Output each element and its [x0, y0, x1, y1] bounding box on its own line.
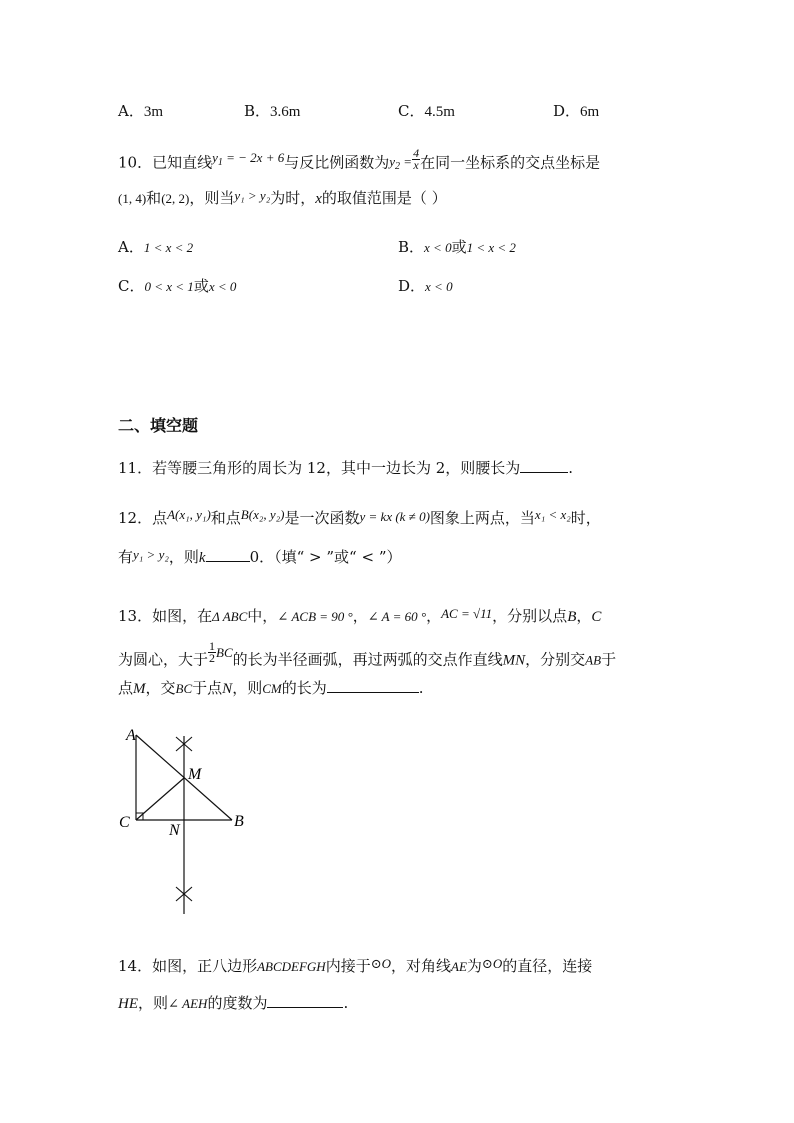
label-c: C: [119, 814, 130, 831]
q13-line2: 为圆心，大于 $\frac{1}{2}$ BC的长为半径画弧，再过两弧的交点作直线MN，分别交AB于: [118, 639, 617, 669]
q13-line3: 点M，交BC于点N，则CM的长为 .: [118, 679, 424, 697]
q10-fraction: $\frac{4}{x}$: [413, 146, 420, 172]
q11-line: 11．若等腰三角形的周长为 12，其中一边长为 2，则腰长为 .: [118, 459, 574, 477]
q10-line1: 10．已知直线$y_1$ = − 2x + 6与反比例函数为$y_2$ = $\frac{4}{x}$ 在同一坐标系的交点坐标是: [118, 146, 601, 172]
q10-line2: (1, 4)和(2, 2)，则当y₁ > y₂为时，x的取值范围是（ ）: [118, 188, 447, 207]
segment-cm: [136, 778, 184, 820]
q12-answer-blank[interactable]: [206, 547, 250, 562]
q9-option-a: A．3m: [118, 102, 164, 120]
q11-answer-blank[interactable]: [520, 458, 568, 473]
section-title: 二、填空题: [118, 416, 199, 435]
label-a: A: [126, 727, 136, 744]
q10-option-d: D．x < 0: [398, 277, 453, 295]
q13-answer-blank[interactable]: [327, 678, 419, 693]
q10-option-b: B．x < 0或1 < x < 2: [398, 238, 516, 256]
q9-option-d: D．6m: [553, 102, 600, 120]
q14-line1: 14．如图，正八边形ABCDEFGH内接于⊙O，对角线AE为⊙O的直径，连接: [118, 956, 593, 975]
q12-line1: 12．点A(x₁, y₁)和点B(x₂, y₂)是一次函数y = kx (k ≠ 0)图象上两点，当x₁ < x₂时，: [118, 507, 601, 527]
label-n: N: [169, 822, 180, 839]
label-b: B: [234, 813, 244, 830]
q13-line1: 13．如图，在Δ ABC中，∠ ACB = 90 °，∠ A = 60 °，AC = √11，分别以点B，C: [118, 606, 602, 625]
q9-option-c: C．4.5m: [398, 102, 455, 120]
q13-figure: [110, 720, 270, 920]
q9-option-b: B．3.6m: [244, 102, 301, 120]
q14-line2: HE，则∠ AEH的度数为 .: [118, 994, 349, 1012]
label-m: M: [188, 766, 202, 783]
q10-option-a: A．1 < x < 2: [118, 238, 194, 256]
q12-line2: 有y₁ > y₂，则k 0．（填“ > ”或“ < ”）: [118, 547, 402, 566]
q10-option-c: C．0 < x < 1或x < 0: [118, 277, 237, 295]
q14-answer-blank[interactable]: [267, 993, 343, 1008]
